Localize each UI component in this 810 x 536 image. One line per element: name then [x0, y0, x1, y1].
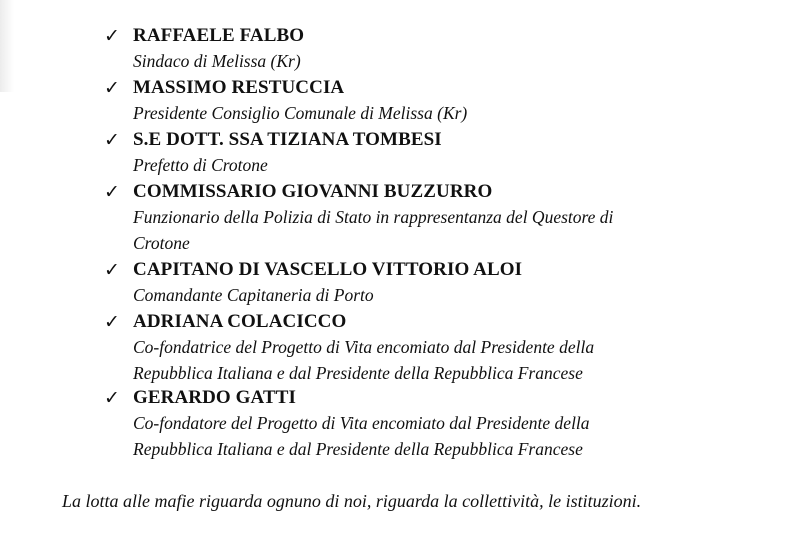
participant-role: Co-fondatrice del Progetto di Vita encomiato dal Presidente della [133, 337, 595, 357]
checkmark-icon: ✓ [104, 25, 120, 47]
checkmark-icon: ✓ [104, 387, 120, 409]
checkmark-icon: ✓ [104, 77, 120, 99]
participant-name: CAPITANO DI VASCELLO VITTORIO ALOI [133, 259, 523, 280]
participant-name: S.E DOTT. SSA TIZIANA TOMBESI [133, 129, 442, 150]
participant-role-continued: Repubblica Italiana e dal Presidente della Repubblica Francese [133, 439, 583, 459]
checkmark-icon: ✓ [104, 129, 120, 151]
participant-name: ADRIANA COLACICCO [133, 311, 347, 332]
participant-role: Presidente Consiglio Comunale di Melissa (Kr) [133, 103, 468, 123]
participant-role: Co-fondatore del Progetto di Vita encomiato dal Presidente della [133, 413, 590, 433]
participant-role: Comandante Capitaneria di Porto [133, 285, 374, 305]
participant-role: Funzionario della Polizia di Stato in rappresentanza del Questore di [133, 207, 614, 227]
page-edge-shadow [0, 0, 14, 92]
participant-name: MASSIMO RESTUCCIA [133, 77, 345, 98]
participant-role: Prefetto di Crotone [133, 155, 268, 175]
participant-role-continued: Repubblica Italiana e dal Presidente della Repubblica Francese [133, 363, 583, 383]
participant-role: Sindaco di Melissa (Kr) [133, 51, 301, 71]
participant-name: COMMISSARIO GIOVANNI BUZZURRO [133, 181, 493, 202]
checkmark-icon: ✓ [104, 181, 120, 203]
participant-name: GERARDO GATTI [133, 387, 296, 408]
participant-name: RAFFAELE FALBO [133, 25, 305, 46]
participant-role-continued: Crotone [133, 233, 190, 253]
closing-statement: La lotta alle mafie riguarda ognuno di noi, riguarda la collettività, le istituzioni. [62, 491, 642, 511]
checkmark-icon: ✓ [104, 259, 120, 281]
checkmark-icon: ✓ [104, 311, 120, 333]
